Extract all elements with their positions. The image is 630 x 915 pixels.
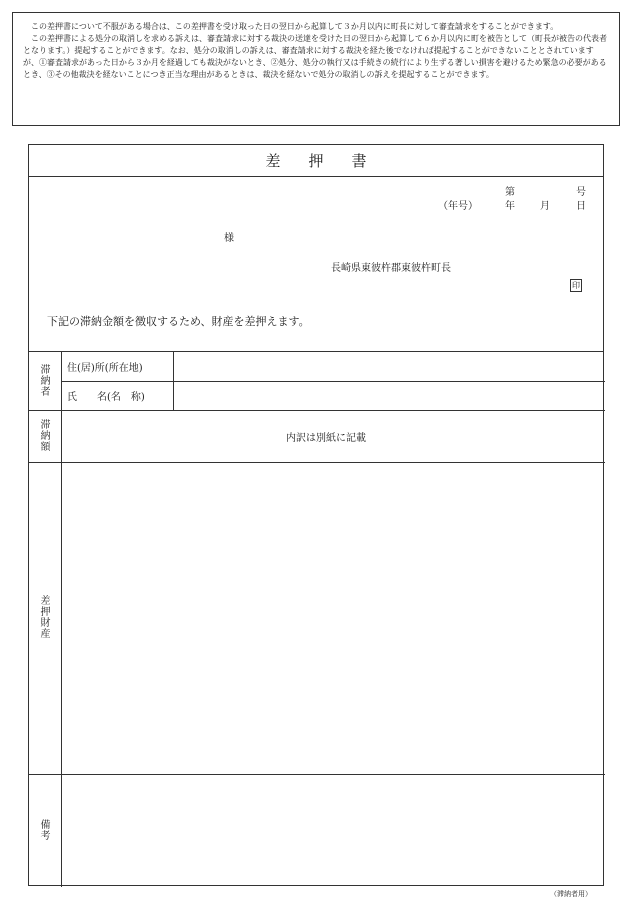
era-label: （年号） (438, 201, 478, 212)
appeal-notice (12, 12, 620, 126)
month-label: 月 (540, 201, 550, 212)
name-label: 氏 名(名 称) (67, 392, 145, 403)
notice-paragraph-1: この差押書について不服がある場合は、この差押書を受け取った日の翌日から起算して３か月以内に町長に対して審査請求をすることができます。 (31, 22, 559, 31)
year-label: 年 (505, 201, 515, 212)
form-title: 差押書 (29, 145, 603, 177)
address-label: 住(居)所(所在地) (67, 363, 143, 374)
seizure-form (28, 144, 604, 886)
number-suffix: 号 (576, 187, 586, 198)
number-prefix: 第 (505, 187, 515, 198)
delinquent-row-divider (61, 381, 605, 382)
intro-text: 下記の滞納金額を徴収するため、財産を差押えます。 (47, 315, 310, 328)
amount-value: 内訳は別紙に記載 (286, 433, 366, 444)
form-header (29, 177, 603, 352)
property-label: 差 押 財 産 (40, 596, 51, 640)
issuer-name: 長崎県東彼杵郡東彼杵町長 (331, 263, 451, 274)
seal-mark: 印 (572, 281, 580, 290)
amount-top-border (29, 410, 605, 411)
remarks-label: 備 考 (40, 819, 51, 842)
amount-label: 滞 納 額 (40, 419, 51, 453)
property-top-border (29, 462, 605, 463)
day-label: 日 (576, 201, 586, 212)
remarks-top-border (29, 774, 605, 775)
copy-type-note: （滞納者用） (550, 890, 592, 898)
notice-paragraph-2: この差押書による処分の取消しを求める訴えは、審査請求に対する裁決の送達を受けた日の翌日から起算して６か月以内に町を被告として（町長が被告の代表者となります。）提起することができます。なお、処分の取消しの訴えは、審査請求に対する裁決を経た後でなければ提起することができないこととされていますが、①審査請求があった日から３か月を経過しても裁決がないとき、②処分、処分の執行又は手続きの続行により生ずる著しい損害を避けるため緊急の必要があるとき、③その他裁決を経ないことにつき正当な理由があるときは、裁決を経ないで処分の取消しの訴えを提起することができます。 (23, 34, 607, 79)
delinquent-label: 滞 納 者 (40, 364, 51, 398)
addressee-suffix: 様 (224, 233, 234, 244)
